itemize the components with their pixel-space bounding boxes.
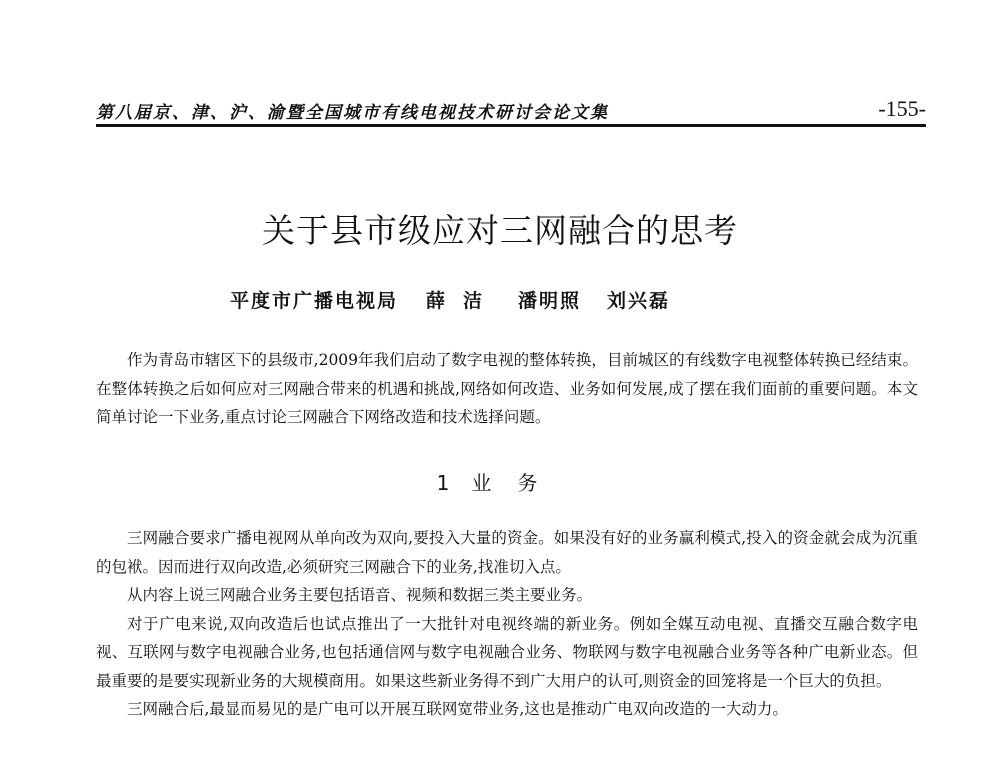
header-rule bbox=[96, 124, 926, 127]
section-heading bbox=[0, 467, 1000, 496]
abstract-paragraph: 作为青岛市辖区下的县级市,2009年我们启动了数字电视的整体转换，目前城区的有线数字电视整体转换已经结束。在整体转换之后如何应对三网融合带来的机遇和挑战,网络如何改造、业务如何发展,成了摆在我们面前的重要问题。本文简单讨论一下业务,重点讨论三网融合下网络改造和技术选择问题。 bbox=[96, 351, 918, 426]
body-paragraph: 从内容上说三网融合业务主要包括语音、视频和数据三类主要业务。 bbox=[127, 586, 593, 604]
author-name: 薛洁 bbox=[426, 290, 501, 312]
section-number: 1 bbox=[436, 471, 450, 495]
body-paragraph: 三网融合要求广播电视网从单向改为双向,要投入大量的资金。如果没有好的业务赢利模式,投入的资金就会成为沉重的包袱。因而进行双向改造,必须研究三网融合下的业务,找准切入点。 bbox=[96, 529, 918, 576]
paper-title: 关于县市级应对三网融合的思考 bbox=[262, 211, 738, 250]
author-name: 潘明照 bbox=[518, 290, 582, 312]
page-number: -155- bbox=[878, 96, 926, 121]
body-paragraph: 对于广电来说,双向改造后也试点推出了一大批针对电视终端的新业务。例如全媒互动电视、直播交互融合数字电视、互联网与数字电视融合业务,也包括通信网与数字电视融合业务、物联网与数字电视融合业务等各种广电新业态。但最重要的是要实现新业务的大规模商用。如果这些新业务得不到广大用户的认可,则资金的回笼将是一个巨大的负担。 bbox=[96, 614, 918, 690]
abstract bbox=[96, 346, 918, 432]
body-text bbox=[96, 524, 918, 724]
author-name: 刘兴磊 bbox=[607, 290, 671, 312]
affiliation: 平度市广播电视局 bbox=[230, 290, 399, 312]
body-paragraph: 三网融合后,最显而易见的是广电可以开展互联网宽带业务,这也是推动广电双向改造的一大动力。 bbox=[127, 700, 788, 718]
journal-name: 第八届京、津、沪、渝暨全国城市有线电视技术研讨会论文集 bbox=[96, 103, 609, 123]
section-title: 业务 bbox=[471, 471, 564, 495]
running-header bbox=[96, 96, 926, 122]
author-line bbox=[230, 286, 670, 313]
